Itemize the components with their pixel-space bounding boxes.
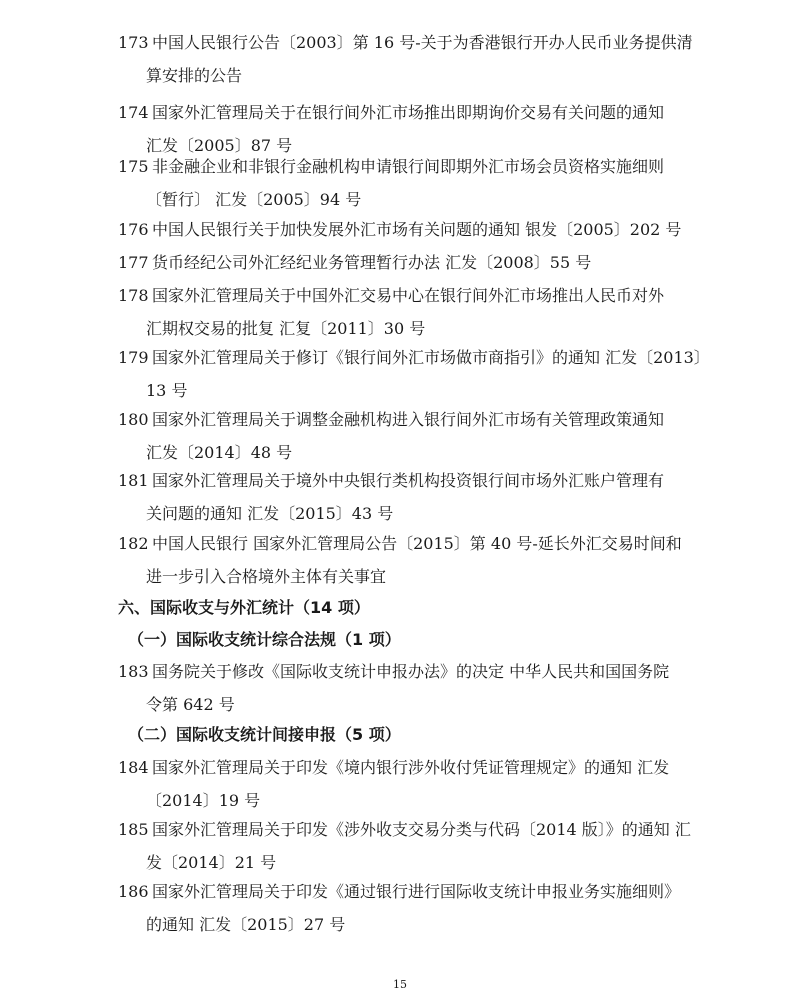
section-heading: 六、国际收支与外汇统计（14 项） [118,598,370,617]
subsection-heading: （一）国际收支统计综合法规（1 项） [128,630,401,649]
item-text-continuation: 令第 642 号 [146,695,235,714]
item-text: 国家外汇管理局关于调整金融机构进入银行间外汇市场有关管理政策通知 [152,410,665,429]
item-text: 国务院关于修改《国际收支统计申报办法》的决定 中华人民共和国国务院 [152,662,670,681]
item-text-continuation: 汇期权交易的批复 汇复〔2011〕30 号 [146,319,426,338]
item-text: 国家外汇管理局关于在银行间外汇市场推出即期询价交易有关问题的通知 [152,103,665,122]
item-number: 180 [118,410,149,429]
item-text: 中国人民银行公告〔2003〕第 16 号-关于为香港银行开办人民币业务提供清 [152,33,693,52]
list-item [118,403,698,469]
item-number: 183 [118,662,149,681]
item-number: 176 [118,220,149,239]
item-number: 173 [118,33,149,52]
item-text-continuation: 汇发〔2005〕87 号 [146,136,293,155]
item-text: 国家外汇管理局关于印发《通过银行进行国际收支统计申报业务实施细则》 [152,882,681,901]
item-text: 国家外汇管理局关于修订《银行间外汇市场做市商指引》的通知 汇发〔2013〕 [152,348,710,367]
item-number: 174 [118,103,149,122]
item-text-continuation: 算安排的公告 [146,66,243,85]
item-text: 非金融企业和非银行金融机构申请银行间即期外汇市场会员资格实施细则 [152,157,665,176]
item-number: 179 [118,348,149,367]
list-item [118,246,698,279]
list-item [118,150,698,216]
item-number: 181 [118,471,149,490]
item-text: 中国人民银行关于加快发展外汇市场有关问题的通知 银发〔2005〕202 号 [152,220,682,239]
item-text-continuation: 的通知 汇发〔2015〕27 号 [146,915,346,934]
item-text-continuation: 汇发〔2014〕48 号 [146,443,293,462]
item-number: 184 [118,758,149,777]
list-item [118,655,698,721]
list-item [118,279,698,345]
item-text: 国家外汇管理局关于中国外汇交易中心在银行间外汇市场推出人民币对外 [152,286,665,305]
page-number: 15 [393,978,407,991]
item-text-continuation: 〔2014〕19 号 [146,791,261,810]
item-text-continuation: 发〔2014〕21 号 [146,853,277,872]
list-item [118,341,710,407]
item-number: 177 [118,253,149,272]
item-text-continuation: 进一步引入合格境外主体有关事宜 [146,567,387,586]
list-item [118,751,698,817]
item-text: 中国人民银行 国家外汇管理局公告〔2015〕第 40 号-延长外汇交易时间和 [152,534,682,553]
list-item [118,813,698,879]
list-item [118,26,698,92]
item-text: 国家外汇管理局关于境外中央银行类机构投资银行间市场外汇账户管理有 [152,471,665,490]
item-text: 货币经纪公司外汇经纪业务管理暂行办法 汇发〔2008〕55 号 [152,253,592,272]
item-text: 国家外汇管理局关于印发《境内银行涉外收付凭证管理规定》的通知 汇发 [152,758,670,777]
list-item [118,464,698,530]
item-number: 186 [118,882,149,901]
list-item [118,527,698,593]
item-number: 182 [118,534,149,553]
subsection-heading: （二）国际收支统计间接申报（5 项） [128,725,401,744]
item-text-continuation: 〔暂行〕 汇发〔2005〕94 号 [146,190,362,209]
list-item [118,213,698,246]
item-number: 175 [118,157,149,176]
item-text: 国家外汇管理局关于印发《涉外收支交易分类与代码〔2014 版〕》的通知 汇 [152,820,691,839]
item-number: 185 [118,820,149,839]
list-item [118,875,698,941]
item-text-continuation: 关问题的通知 汇发〔2015〕43 号 [146,504,394,523]
item-number: 178 [118,286,149,305]
item-text-continuation: 13 号 [146,381,188,400]
